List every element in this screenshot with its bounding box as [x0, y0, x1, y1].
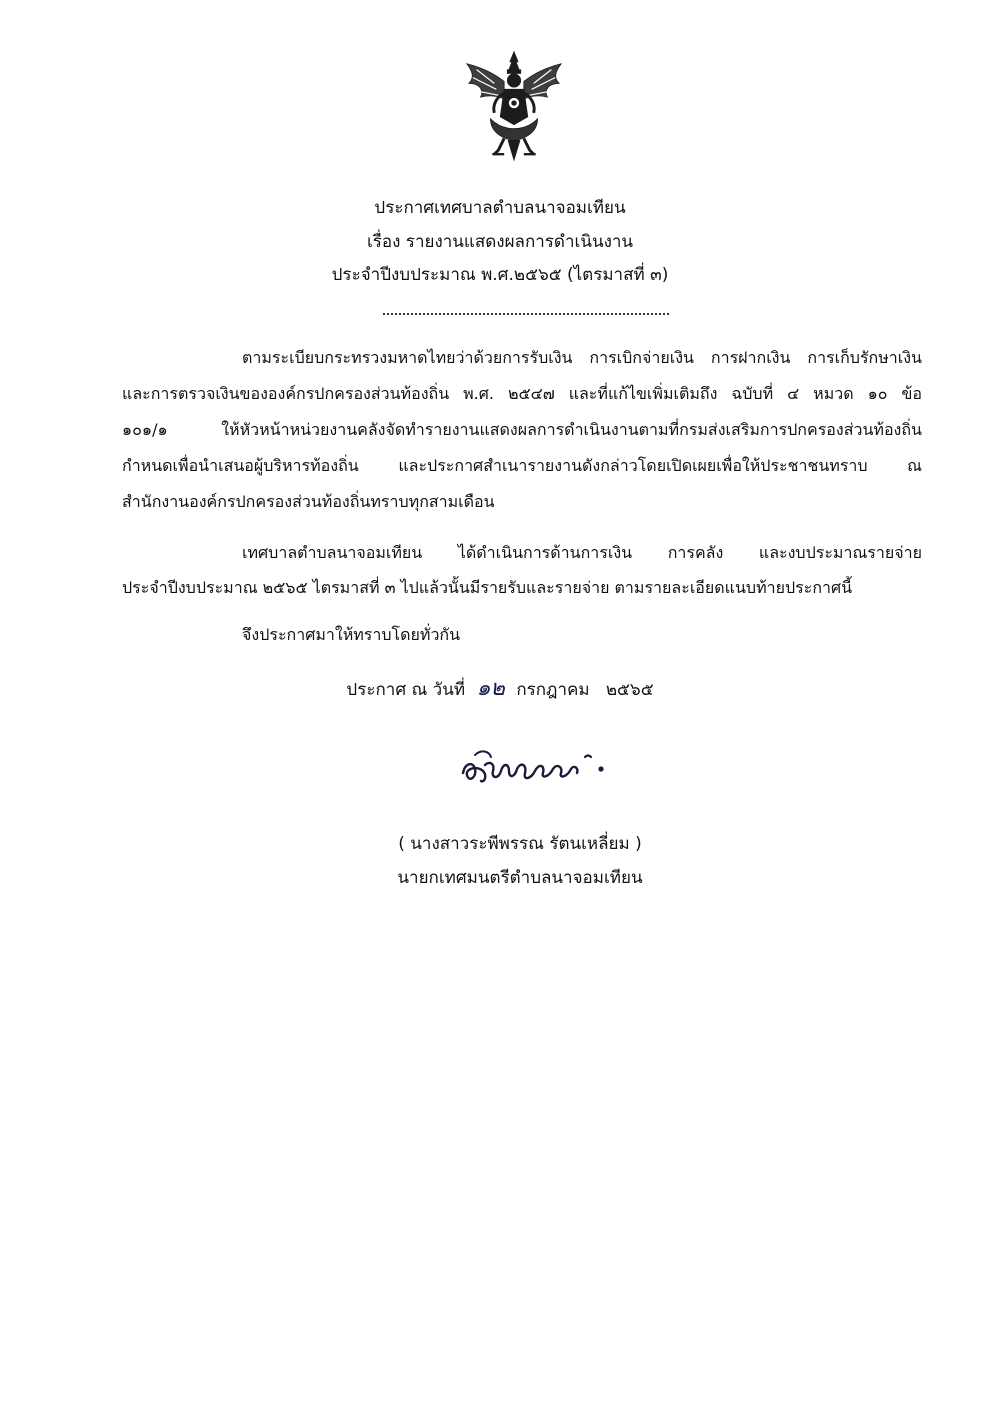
announcement-issuer: ประกาศเทศบาลตำบลนาจอมเทียน: [374, 198, 626, 218]
date-prefix: ประกาศ ณ วันที่: [346, 680, 466, 700]
date-month: กรกฎาคม: [516, 680, 590, 700]
closing-statement: จึงประกาศมาให้ทราบโดยทั่วกัน: [242, 625, 461, 644]
handwritten-signature: [455, 735, 620, 795]
paragraph-line: ประจำปีงบประมาณ ๒๕๖๕ ไตรมาสที่ ๓ ไปแล้วนั้นมีรายรับและรายจ่าย ตามรายละเอียดแนบท้ายประกาศนี้: [122, 578, 853, 597]
paragraph-line: และการตรวจเงินขององค์กรปกครองส่วนท้องถิ่น พ.ศ. ๒๕๔๗ และที่แก้ไขเพิ่มเติมถึง ฉบับที่ ๔ หมวด ๑๐ ข้อ: [122, 384, 922, 403]
announcement-date: [0, 676, 1000, 703]
paragraph-line: ๑๐๑/๑ ให้หัวหน้าหน่วยงานคลังจัดทำรายงานแสดงผลการดำเนินงานตามที่กรมส่งเสริมการปกครองส่วนท้องถิ่น: [122, 420, 922, 439]
paragraph-line: กำหนดเพื่อนำเสนอผู้บริหารท้องถิ่น และประกาศสำเนารายงานดังกล่าวโดยเปิดเผยเพื่อให้ประชาชนทราบ ณ: [122, 456, 922, 475]
header-divider: [383, 313, 669, 315]
paragraph-line: เทศบาลตำบลนาจอมเทียน ได้ดำเนินการด้านการเงิน การคลัง และงบประมาณรายจ่าย: [242, 543, 922, 562]
paragraph-line: ตามระเบียบกระทรวงมหาดไทยว่าด้วยการรับเงิน การเบิกจ่ายเงิน การฝากเงิน การเก็บรักษาเงิน: [242, 348, 922, 367]
date-day: ๑๒: [476, 676, 505, 701]
signer-name: ( นางสาวระพีพรรณ รัตนเหลี่ยม ): [398, 834, 642, 854]
announcement-subject: เรื่อง รายงานแสดงผลการดำเนินงาน: [366, 232, 634, 252]
signer-title: นายกเทศมนตรีตำบลนาจอมเทียน: [397, 868, 643, 888]
date-year: ๒๕๖๕: [605, 680, 654, 700]
announcement-period: ประจำปีงบประมาณ พ.ศ.๒๕๖๕ (ไตรมาสที่ ๓): [331, 265, 669, 285]
paragraph-line: สำนักงานองค์กรปกครองส่วนท้องถิ่นทราบทุกสามเดือน: [122, 492, 495, 511]
garuda-emblem: [455, 48, 573, 166]
